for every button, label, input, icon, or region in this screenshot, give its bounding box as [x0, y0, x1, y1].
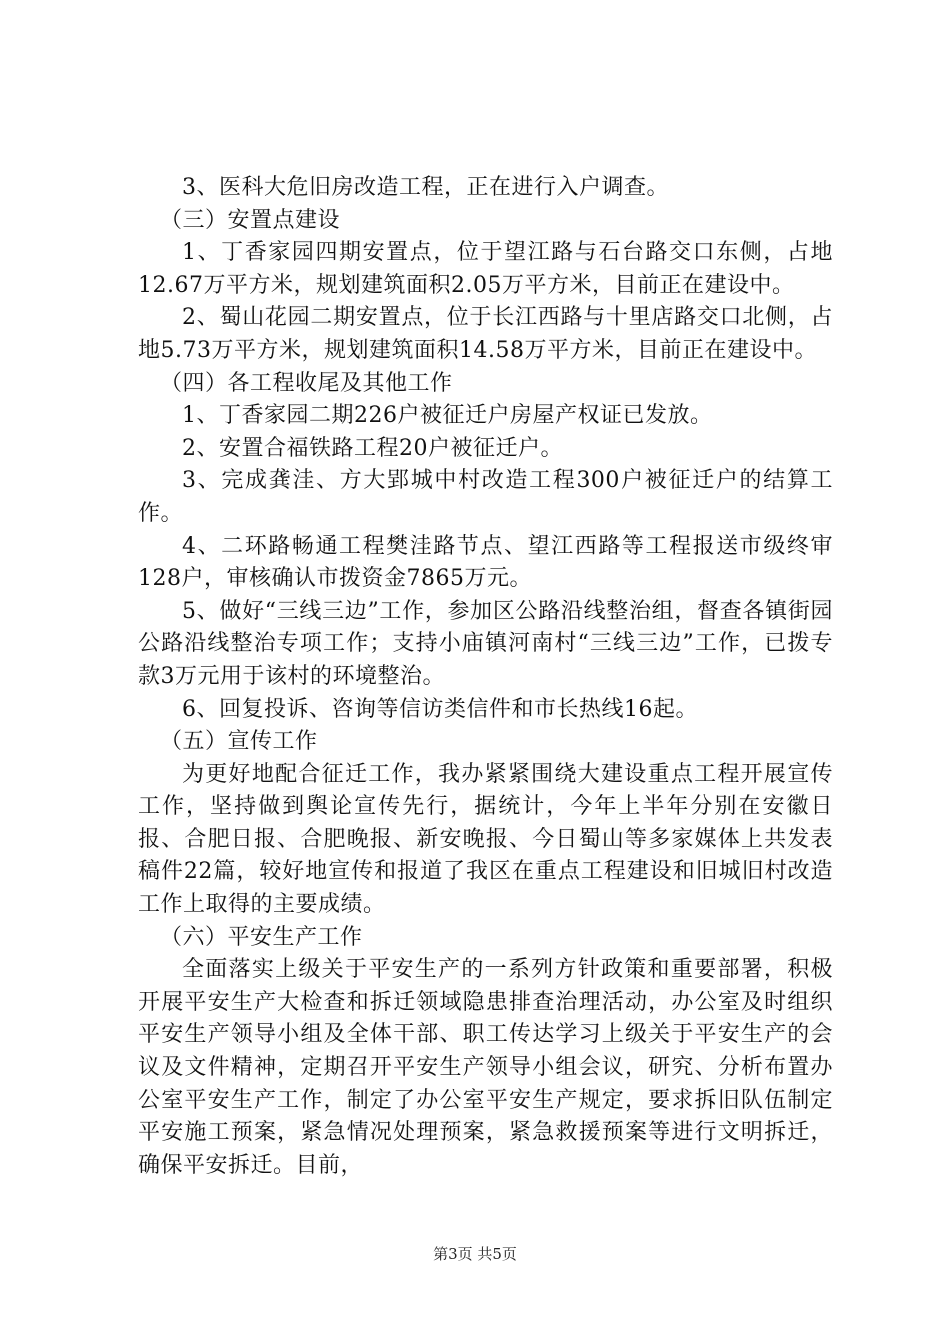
section-heading: （六）平安生产工作: [160, 924, 363, 950]
paragraph: 6、回复投诉、咨询等信访类信件和市长热线16起。: [182, 696, 698, 722]
paragraph: 1、丁香家园四期安置点，位于望江路与石台路交口东侧，占地12.67万平方米，规划建筑面积2.05万平方米，目前正在建设中。: [138, 240, 833, 298]
paragraph: 1、丁香家园二期226户被征迁户房屋产权证已发放。: [182, 403, 713, 429]
section-heading: （三）安置点建设: [160, 207, 341, 233]
paragraph: 5、做好“三线三边”工作，参加区公路沿线整治组，督查各镇街园公路沿线整治专项工作；支持小庙镇河南村“三线三边”工作，已拨专款3万元用于该村的环境整治。: [138, 598, 833, 689]
paragraph: 4、二环路畅通工程樊洼路节点、望江西路等工程报送市级终审128户，审核确认市拨资金7865万元。: [138, 533, 833, 592]
page-number-footer: 第3页 共5页: [433, 1245, 517, 1263]
paragraph: 为更好地配合征迁工作，我办紧紧围绕大建设重点工程开展宣传工作，坚持做到舆论宣传先行，据统计，今年上半年分别在安徽日报、合肥日报、合肥晚报、新安晚报、今日蜀山等多家媒体上共发表稿件22篇，较好地宣传和报道了我区在重点工程建设和旧城旧村改造工作上取得的主要成绩。: [138, 761, 833, 918]
paragraph: 全面落实上级关于平安生产的一系列方针政策和重要部署，积极开展平安生产大检查和拆迁领域隐患排查治理活动，办公室及时组织平安生产领导小组及全体干部、职工传达学习上级关于平安生产的会议及文件精神，定期召开平安生产领导小组会议，研究、分析布置办公室平安生产工作，制定了办公室平安生产规定，要求拆旧队伍制定平安施工预案，紧急情况处理预案，紧急救援预案等进行文明拆迁，确保平安拆迁。目前，: [138, 957, 833, 1178]
paragraph: 2、蜀山花园二期安置点，位于长江西路与十里店路交口北侧，占地5.73万平方米，规划建筑面积14.58万平方米，目前正在建设中。: [138, 305, 833, 363]
paragraph: 3、医科大危旧房改造工程，正在进行入户调查。: [182, 175, 669, 200]
document-body: [138, 172, 833, 1182]
section-heading: （四）各工程收尾及其他工作: [160, 370, 453, 396]
paragraph: 2、安置合福铁路工程20户被征迁户。: [182, 435, 563, 461]
section-heading: （五）宣传工作: [160, 729, 318, 755]
paragraph: 3、完成龚洼、方大郢城中村改造工程300户被征迁户的结算工作。: [138, 468, 833, 526]
